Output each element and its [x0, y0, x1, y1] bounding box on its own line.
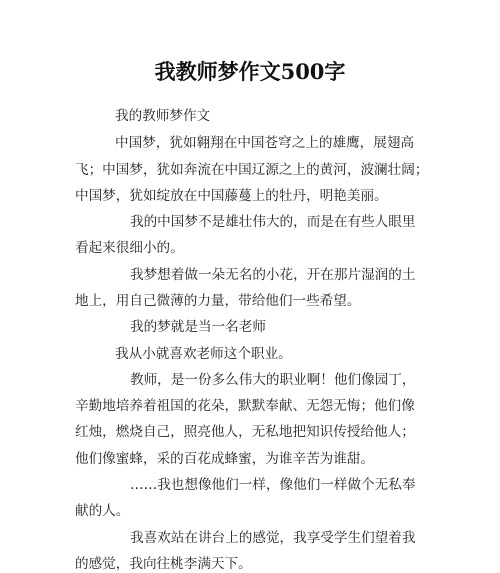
paragraph-line: 中国梦，犹如翱翔在中国苍穹之上的雄鹰，展翅高	[115, 135, 415, 151]
paragraph-line: 地上，用自己微薄的力量，带给他们一些希望。	[75, 293, 361, 309]
paragraph-line: 我梦想着做一朵无名的小花，开在那片湿润的土	[130, 267, 416, 283]
paragraph-line: 我喜欢站在讲台上的感觉，我享受学生们望着我	[130, 530, 416, 546]
paragraph-line: 献的人。	[75, 503, 130, 519]
document-title: 我教师梦作文500字	[154, 59, 346, 84]
paragraph-line: 我的中国梦不是雄壮伟大的，而是在有些人眼里	[130, 214, 416, 230]
paragraph-line: 中国梦，犹如绽放在中国藤蔓上的牡丹，明艳美丽。	[75, 188, 388, 204]
paragraph-line: ……我也想像他们一样，像他们一样做个无私奉	[130, 477, 416, 493]
paragraph-line: 他们像蜜蜂，采的百花成蜂蜜，为谁辛苦为谁甜。	[75, 451, 375, 467]
paragraph-line: 看起来很细小的。	[75, 240, 184, 256]
paragraph-line: 飞；中国梦，犹如奔流在中国辽源之上的黄河，波澜壮阔；	[75, 162, 429, 178]
paragraph-line: 我的教师梦作文	[115, 108, 211, 124]
paragraph-line: 的感觉，我向往桃李满天下。	[75, 556, 252, 572]
paragraph-line: 辛勤地培养着祖国的花朵，默默奉献、无怨无悔；他们像	[75, 398, 415, 414]
paragraph-line: 红烛，燃烧自己，照亮他人，无私地把知识传授给他人；	[75, 424, 415, 440]
paragraph-line: 教师，是一份多么伟大的职业啊！他们像园丁，	[130, 372, 416, 388]
paragraph-line: 我的梦就是当一名老师	[130, 319, 266, 335]
paragraph-line: 我从小就喜欢老师这个职业。	[115, 346, 292, 362]
